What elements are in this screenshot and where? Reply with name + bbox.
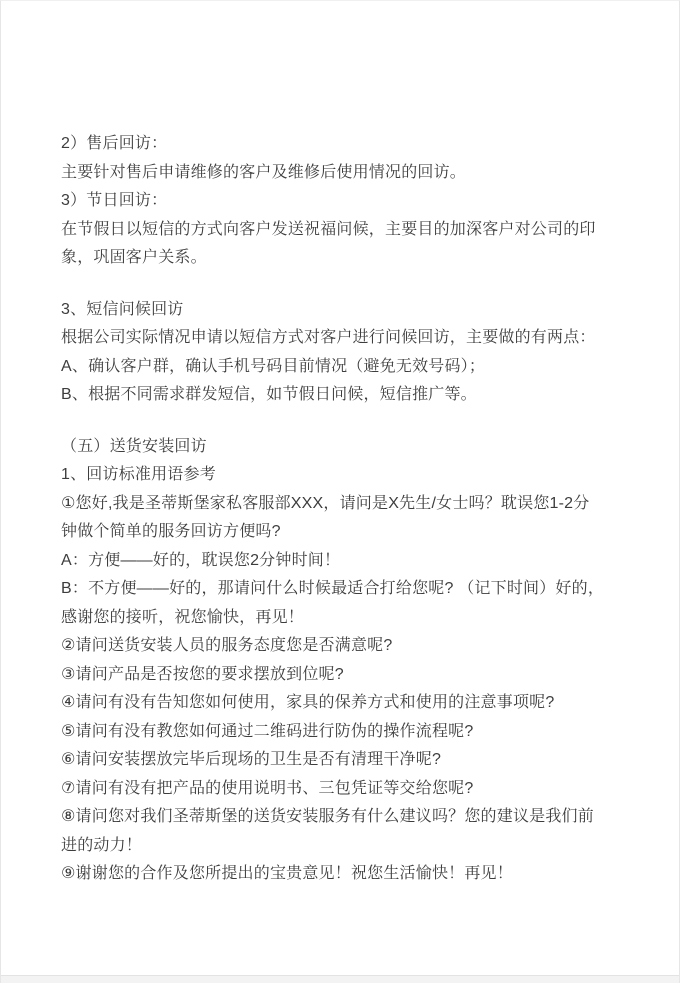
document-body [61, 130, 621, 889]
blank-line [61, 410, 621, 433]
text-line: ④请问有没有告知您如何使用，家具的保养方式和使用的注意事项呢? [61, 694, 555, 711]
text-line: 根据公司实际情况申请以短信方式对客户进行问候回访，主要做的有两点： [61, 329, 596, 346]
text-line: 进的动力！ [61, 836, 143, 854]
text-line: B：不方便——好的，那请问什么时候最适合打给您呢? （记下时间）好的， [61, 580, 605, 597]
text-line: B、根据不同需求群发短信，如节假日问候，短信推广等。 [61, 386, 477, 403]
page-bottom-edge [1, 975, 679, 983]
text-line: ③请问产品是否按您的要求摆放到位呢? [61, 665, 344, 683]
text-line: A：方便——好的，耽误您2分钟时间！ [61, 551, 341, 569]
text-line: A、确认客户群，确认手机号码目前情况（避免无效号码）； [61, 357, 486, 375]
text-line: 2）售后回访： [61, 135, 168, 152]
text-line: ⑤请问有没有教您如何通过二维码进行防伪的操作流程呢? [61, 722, 474, 740]
text-line: 钟做个简单的服务回访方便吗? [61, 523, 281, 540]
text-line: 象，巩固客户关系。 [61, 249, 207, 266]
text-line: （五）送货安装回访 [61, 437, 207, 455]
text-line: ①您好,我是圣蒂斯堡家私客服部XXX，请问是X先生/女士吗？耽误您1-2分 [61, 494, 590, 512]
text-line: 1、回访标准用语参考 [61, 466, 216, 483]
text-line: 主要针对售后申请维修的客户及维修后使用情况的回访。 [61, 163, 467, 181]
text-line: ⑨谢谢您的合作及您所提出的宝贵意见！祝您生活愉快！再见！ [61, 865, 513, 882]
text-line: ⑥请问安装摆放完毕后现场的卫生是否有清理干净呢? [61, 751, 442, 768]
blank-line [61, 273, 621, 296]
text-line: 在节假日以短信的方式向客户发送祝福问候，主要目的加深客户对公司的印 [61, 220, 596, 238]
text-line: ②请问送货安装人员的服务态度您是否满意呢? [61, 637, 393, 654]
text-line: 3、短信问候回访 [61, 300, 184, 318]
text-line: 感谢您的接听，祝您愉快，再见！ [61, 608, 305, 626]
text-line: ⑧请问您对我们圣蒂斯堡的送货安装服务有什么建议吗？您的建议是我们前 [61, 808, 594, 825]
text-line: 3）节日回访： [61, 192, 168, 209]
text-line: ⑦请问有没有把产品的使用说明书、三包凭证等交给您呢? [61, 779, 474, 797]
